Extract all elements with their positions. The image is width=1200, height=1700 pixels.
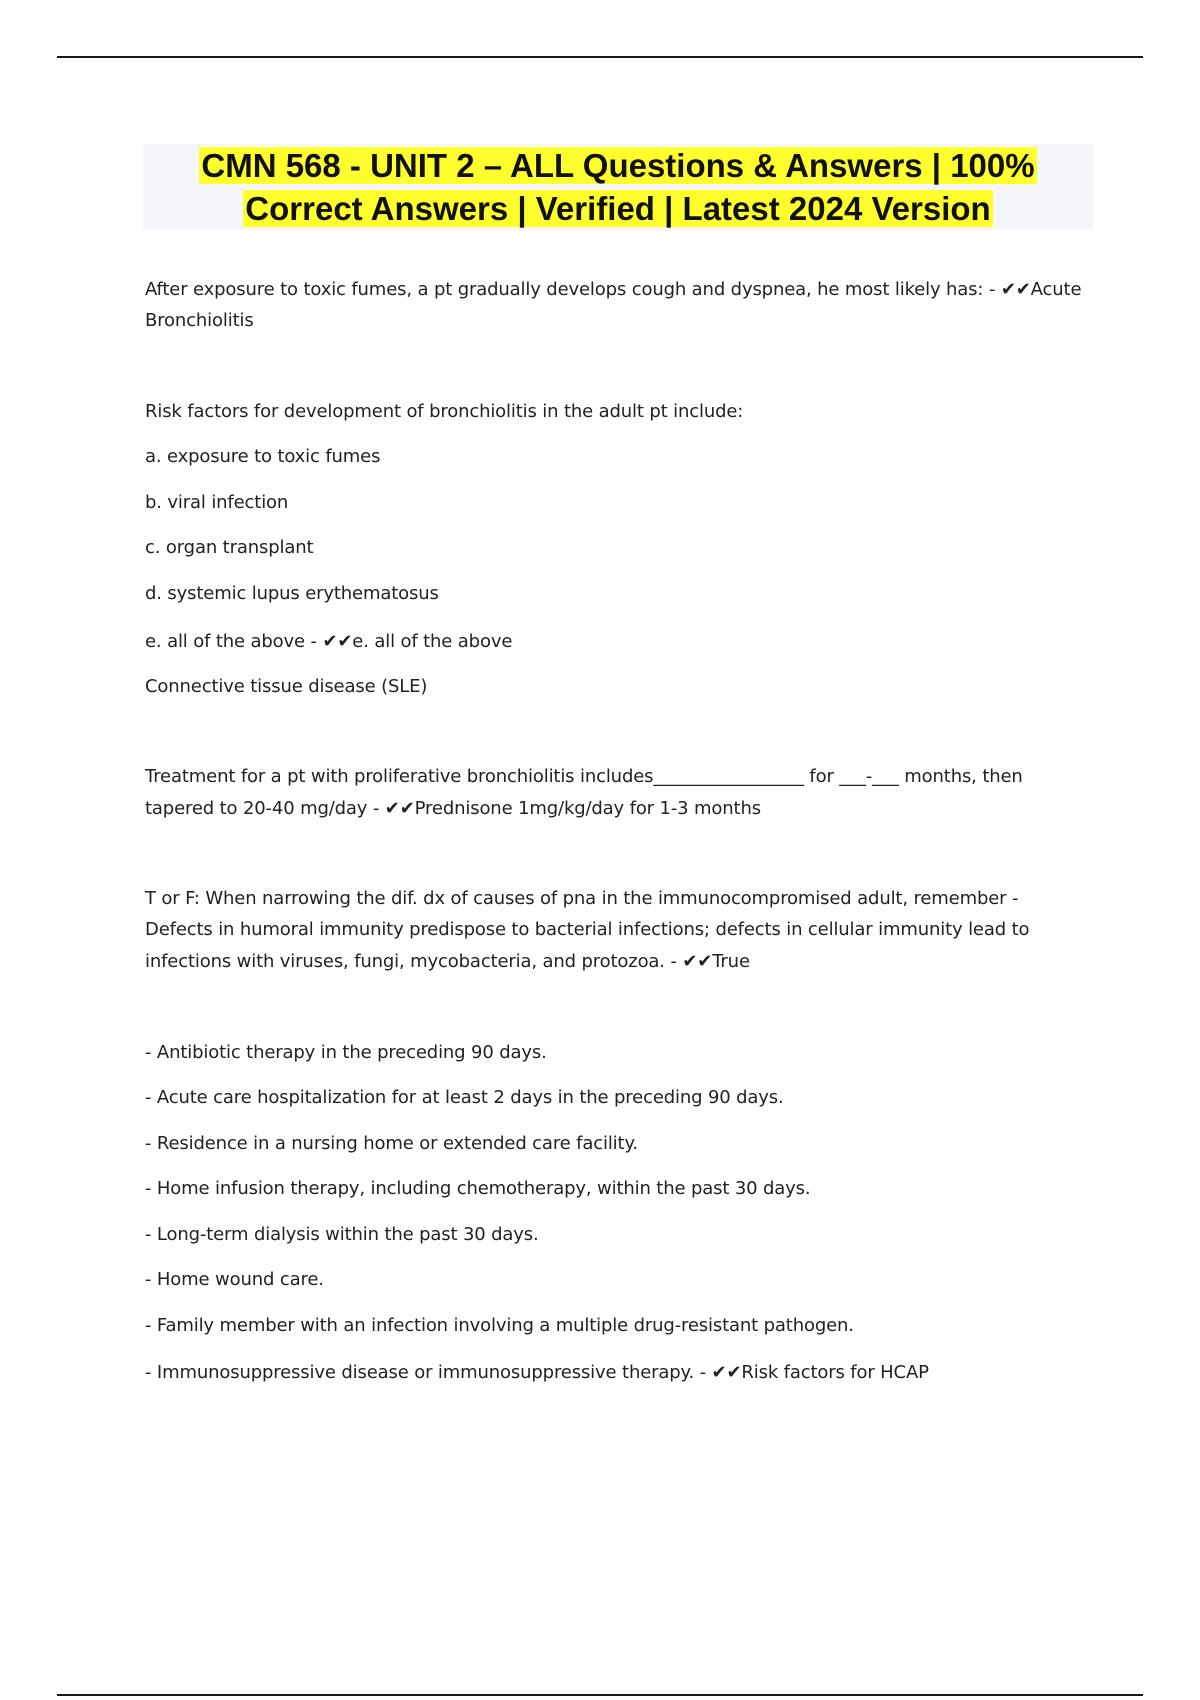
q2-option-c: c. organ transplant (145, 537, 314, 558)
footer-rule (57, 1694, 1143, 1696)
q2-option-a: a. exposure to toxic fumes (145, 446, 381, 467)
q1-line-1: After exposure to toxic fumes, a pt gradually develops cough and dyspnea, he most likely has: - ✔✔Acute (145, 279, 1082, 300)
q2-option-b: b. viral infection (145, 492, 289, 513)
header-rule (57, 56, 1143, 58)
q4-line-2: Defects in humoral immunity predispose to bacterial infections; defects in cellular immunity lead to (145, 919, 1030, 940)
q1-line-2: Bronchiolitis (145, 310, 254, 331)
q2-option-e: e. all of the above - ✔✔e. all of the above (145, 631, 513, 652)
q5-item-1: - Antibiotic therapy in the preceding 90 days. (145, 1042, 547, 1063)
q2-option-d: d. systemic lupus erythematosus (145, 583, 439, 604)
q5-item-5: - Long-term dialysis within the past 30 days. (145, 1224, 539, 1245)
q5-item-2: - Acute care hospitalization for at least 2 days in the preceding 90 days. (145, 1087, 784, 1108)
q5-item-6: - Home wound care. (145, 1269, 324, 1290)
q4-line-1: T or F: When narrowing the dif. dx of causes of pna in the immunocompromised adult, remember - (145, 888, 1019, 909)
q5-item-3: - Residence in a nursing home or extended care facility. (145, 1133, 638, 1154)
q3-line-1: Treatment for a pt with proliferative bronchiolitis includes_________________ for ___-___ months, then (145, 766, 1023, 787)
q2-stem: Risk factors for development of bronchiolitis in the adult pt include: (145, 401, 744, 422)
document-title (143, 144, 1093, 230)
q5-item-8: - Immunosuppressive disease or immunosuppressive therapy. - ✔✔Risk factors for HCAP (145, 1362, 929, 1383)
title-line-1: CMN 568 - UNIT 2 – ALL Questions & Answers | 100% (201, 147, 1035, 184)
q5-item-4: - Home infusion therapy, including chemotherapy, within the past 30 days. (145, 1178, 811, 1199)
q5-item-7: - Family member with an infection involving a multiple drug-resistant pathogen. (145, 1315, 854, 1336)
title-line-2: Correct Answers | Verified | Latest 2024 Version (245, 190, 991, 227)
q2-note: Connective tissue disease (SLE) (145, 676, 428, 697)
q3-line-2: tapered to 20-40 mg/day - ✔✔Prednisone 1mg/kg/day for 1-3 months (145, 798, 761, 819)
q4-line-3: infections with viruses, fungi, mycobacteria, and protozoa. - ✔✔True (145, 951, 750, 972)
